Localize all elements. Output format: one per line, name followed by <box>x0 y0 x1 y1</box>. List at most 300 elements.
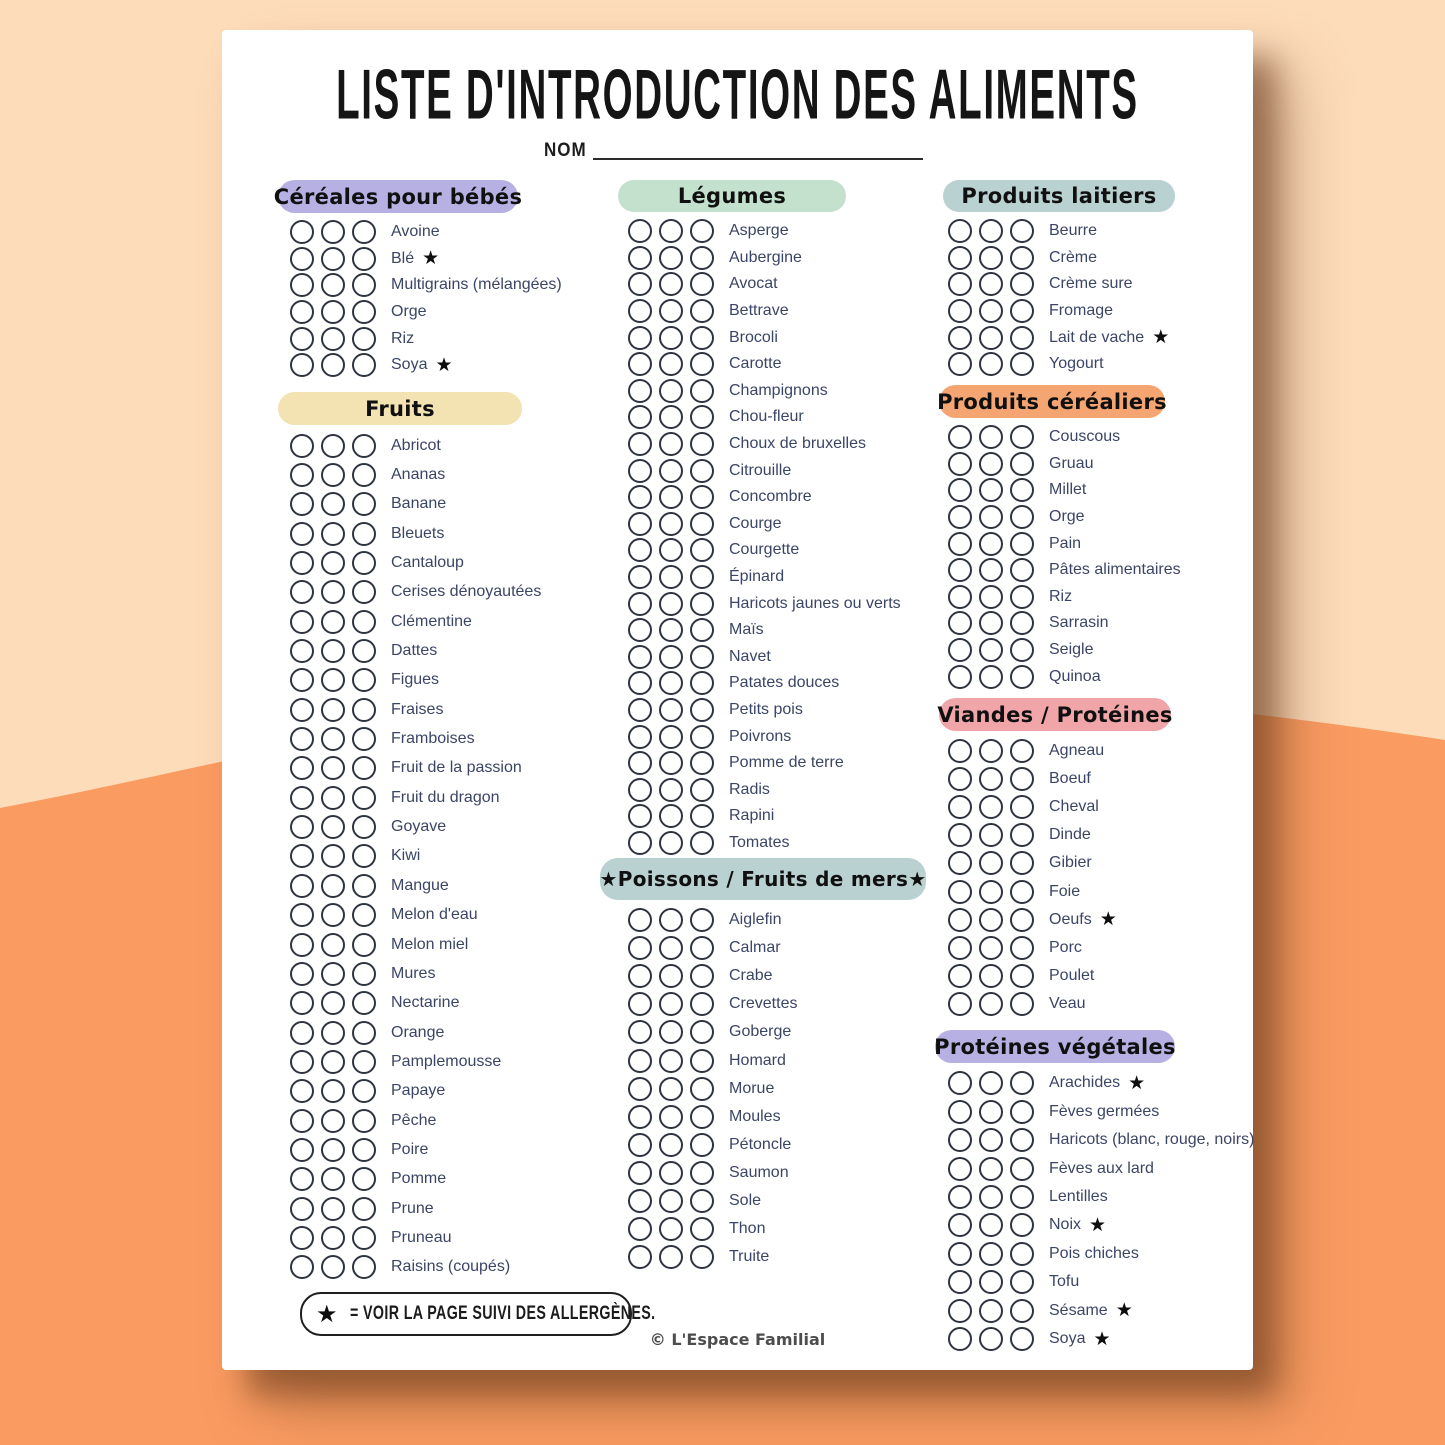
intro-checkbox-circle[interactable] <box>352 874 376 898</box>
intro-checkbox-circle[interactable] <box>352 327 376 351</box>
intro-checkbox-circle[interactable] <box>290 463 314 487</box>
intro-checkbox-circle[interactable] <box>628 432 652 456</box>
intro-checkbox-circle[interactable] <box>690 326 714 350</box>
intro-checkbox-circle[interactable] <box>290 1050 314 1074</box>
intro-checkbox-circle[interactable] <box>659 1189 683 1213</box>
intro-checkbox-circle[interactable] <box>979 352 1003 376</box>
intro-checkbox-circle[interactable] <box>290 580 314 604</box>
intro-checkbox-circle[interactable] <box>290 639 314 663</box>
intro-checkbox-circle[interactable] <box>690 512 714 536</box>
intro-checkbox-circle[interactable] <box>1010 1128 1034 1152</box>
intro-checkbox-circle[interactable] <box>690 1049 714 1073</box>
intro-checkbox-circle[interactable] <box>690 1217 714 1241</box>
intro-checkbox-circle[interactable] <box>352 1255 376 1279</box>
intro-checkbox-circle[interactable] <box>979 326 1003 350</box>
intro-checkbox-circle[interactable] <box>690 379 714 403</box>
intro-checkbox-circle[interactable] <box>659 565 683 589</box>
intro-checkbox-circle[interactable] <box>979 219 1003 243</box>
intro-checkbox-circle[interactable] <box>659 299 683 323</box>
intro-checkbox-circle[interactable] <box>979 585 1003 609</box>
intro-checkbox-circle[interactable] <box>690 908 714 932</box>
intro-checkbox-circle[interactable] <box>628 1049 652 1073</box>
intro-checkbox-circle[interactable] <box>290 434 314 458</box>
intro-checkbox-circle[interactable] <box>628 565 652 589</box>
intro-checkbox-circle[interactable] <box>321 327 345 351</box>
intro-checkbox-circle[interactable] <box>290 933 314 957</box>
intro-checkbox-circle[interactable] <box>290 815 314 839</box>
intro-checkbox-circle[interactable] <box>659 485 683 509</box>
intro-checkbox-circle[interactable] <box>1010 739 1034 763</box>
intro-checkbox-circle[interactable] <box>659 1077 683 1101</box>
intro-checkbox-circle[interactable] <box>948 1071 972 1095</box>
intro-checkbox-circle[interactable] <box>352 273 376 297</box>
intro-checkbox-circle[interactable] <box>321 933 345 957</box>
intro-checkbox-circle[interactable] <box>690 272 714 296</box>
intro-checkbox-circle[interactable] <box>690 1245 714 1269</box>
intro-checkbox-circle[interactable] <box>290 1021 314 1045</box>
intro-checkbox-circle[interactable] <box>1010 851 1034 875</box>
intro-checkbox-circle[interactable] <box>321 756 345 780</box>
intro-checkbox-circle[interactable] <box>352 903 376 927</box>
intro-checkbox-circle[interactable] <box>690 671 714 695</box>
intro-checkbox-circle[interactable] <box>690 1020 714 1044</box>
intro-checkbox-circle[interactable] <box>352 698 376 722</box>
intro-checkbox-circle[interactable] <box>979 532 1003 556</box>
intro-checkbox-circle[interactable] <box>352 300 376 324</box>
intro-checkbox-circle[interactable] <box>659 645 683 669</box>
intro-checkbox-circle[interactable] <box>979 992 1003 1016</box>
intro-checkbox-circle[interactable] <box>321 903 345 927</box>
intro-checkbox-circle[interactable] <box>1010 326 1034 350</box>
intro-checkbox-circle[interactable] <box>659 379 683 403</box>
intro-checkbox-circle[interactable] <box>290 1109 314 1133</box>
intro-checkbox-circle[interactable] <box>690 936 714 960</box>
intro-checkbox-circle[interactable] <box>690 804 714 828</box>
intro-checkbox-circle[interactable] <box>979 851 1003 875</box>
intro-checkbox-circle[interactable] <box>659 1133 683 1157</box>
intro-checkbox-circle[interactable] <box>690 698 714 722</box>
intro-checkbox-circle[interactable] <box>628 1020 652 1044</box>
intro-checkbox-circle[interactable] <box>979 478 1003 502</box>
intro-checkbox-circle[interactable] <box>1010 425 1034 449</box>
intro-checkbox-circle[interactable] <box>1010 1213 1034 1237</box>
intro-checkbox-circle[interactable] <box>628 1105 652 1129</box>
intro-checkbox-circle[interactable] <box>659 725 683 749</box>
intro-checkbox-circle[interactable] <box>628 908 652 932</box>
intro-checkbox-circle[interactable] <box>690 992 714 1016</box>
intro-checkbox-circle[interactable] <box>628 379 652 403</box>
intro-checkbox-circle[interactable] <box>659 936 683 960</box>
intro-checkbox-circle[interactable] <box>321 786 345 810</box>
intro-checkbox-circle[interactable] <box>321 247 345 271</box>
intro-checkbox-circle[interactable] <box>979 425 1003 449</box>
intro-checkbox-circle[interactable] <box>979 638 1003 662</box>
intro-checkbox-circle[interactable] <box>628 1077 652 1101</box>
intro-checkbox-circle[interactable] <box>979 767 1003 791</box>
intro-checkbox-circle[interactable] <box>1010 219 1034 243</box>
intro-checkbox-circle[interactable] <box>352 1079 376 1103</box>
intro-checkbox-circle[interactable] <box>948 992 972 1016</box>
intro-checkbox-circle[interactable] <box>659 246 683 270</box>
intro-checkbox-circle[interactable] <box>690 219 714 243</box>
intro-checkbox-circle[interactable] <box>659 352 683 376</box>
intro-checkbox-circle[interactable] <box>290 522 314 546</box>
intro-checkbox-circle[interactable] <box>690 352 714 376</box>
intro-checkbox-circle[interactable] <box>948 795 972 819</box>
name-input-line[interactable] <box>593 138 923 160</box>
intro-checkbox-circle[interactable] <box>352 522 376 546</box>
intro-checkbox-circle[interactable] <box>321 300 345 324</box>
intro-checkbox-circle[interactable] <box>1010 1071 1034 1095</box>
intro-checkbox-circle[interactable] <box>352 1050 376 1074</box>
intro-checkbox-circle[interactable] <box>690 432 714 456</box>
intro-checkbox-circle[interactable] <box>290 1079 314 1103</box>
intro-checkbox-circle[interactable] <box>321 991 345 1015</box>
intro-checkbox-circle[interactable] <box>352 844 376 868</box>
intro-checkbox-circle[interactable] <box>948 665 972 689</box>
intro-checkbox-circle[interactable] <box>352 1197 376 1221</box>
intro-checkbox-circle[interactable] <box>659 618 683 642</box>
intro-checkbox-circle[interactable] <box>352 551 376 575</box>
intro-checkbox-circle[interactable] <box>321 273 345 297</box>
intro-checkbox-circle[interactable] <box>948 638 972 662</box>
intro-checkbox-circle[interactable] <box>979 611 1003 635</box>
intro-checkbox-circle[interactable] <box>352 815 376 839</box>
intro-checkbox-circle[interactable] <box>290 247 314 271</box>
intro-checkbox-circle[interactable] <box>352 247 376 271</box>
intro-checkbox-circle[interactable] <box>690 592 714 616</box>
intro-checkbox-circle[interactable] <box>290 273 314 297</box>
intro-checkbox-circle[interactable] <box>290 698 314 722</box>
intro-checkbox-circle[interactable] <box>948 452 972 476</box>
intro-checkbox-circle[interactable] <box>352 933 376 957</box>
intro-checkbox-circle[interactable] <box>690 1133 714 1157</box>
intro-checkbox-circle[interactable] <box>979 1213 1003 1237</box>
intro-checkbox-circle[interactable] <box>628 485 652 509</box>
intro-checkbox-circle[interactable] <box>948 1299 972 1323</box>
intro-checkbox-circle[interactable] <box>1010 638 1034 662</box>
intro-checkbox-circle[interactable] <box>659 908 683 932</box>
intro-checkbox-circle[interactable] <box>979 558 1003 582</box>
intro-checkbox-circle[interactable] <box>628 405 652 429</box>
intro-checkbox-circle[interactable] <box>321 1050 345 1074</box>
intro-checkbox-circle[interactable] <box>321 353 345 377</box>
intro-checkbox-circle[interactable] <box>628 751 652 775</box>
intro-checkbox-circle[interactable] <box>321 220 345 244</box>
intro-checkbox-circle[interactable] <box>659 778 683 802</box>
intro-checkbox-circle[interactable] <box>979 908 1003 932</box>
intro-checkbox-circle[interactable] <box>979 452 1003 476</box>
intro-checkbox-circle[interactable] <box>659 751 683 775</box>
intro-checkbox-circle[interactable] <box>321 698 345 722</box>
intro-checkbox-circle[interactable] <box>948 532 972 556</box>
intro-checkbox-circle[interactable] <box>948 558 972 582</box>
intro-checkbox-circle[interactable] <box>628 698 652 722</box>
intro-checkbox-circle[interactable] <box>290 668 314 692</box>
intro-checkbox-circle[interactable] <box>948 299 972 323</box>
intro-checkbox-circle[interactable] <box>628 725 652 749</box>
intro-checkbox-circle[interactable] <box>690 459 714 483</box>
intro-checkbox-circle[interactable] <box>628 272 652 296</box>
intro-checkbox-circle[interactable] <box>979 1100 1003 1124</box>
intro-checkbox-circle[interactable] <box>979 1299 1003 1323</box>
intro-checkbox-circle[interactable] <box>979 665 1003 689</box>
intro-checkbox-circle[interactable] <box>659 592 683 616</box>
intro-checkbox-circle[interactable] <box>628 512 652 536</box>
intro-checkbox-circle[interactable] <box>659 538 683 562</box>
intro-checkbox-circle[interactable] <box>321 668 345 692</box>
intro-checkbox-circle[interactable] <box>352 353 376 377</box>
intro-checkbox-circle[interactable] <box>1010 936 1034 960</box>
intro-checkbox-circle[interactable] <box>290 327 314 351</box>
intro-checkbox-circle[interactable] <box>659 804 683 828</box>
intro-checkbox-circle[interactable] <box>628 219 652 243</box>
intro-checkbox-circle[interactable] <box>1010 478 1034 502</box>
intro-checkbox-circle[interactable] <box>979 880 1003 904</box>
intro-checkbox-circle[interactable] <box>979 1185 1003 1209</box>
intro-checkbox-circle[interactable] <box>979 1071 1003 1095</box>
intro-checkbox-circle[interactable] <box>659 272 683 296</box>
intro-checkbox-circle[interactable] <box>352 786 376 810</box>
intro-checkbox-circle[interactable] <box>979 505 1003 529</box>
intro-checkbox-circle[interactable] <box>1010 795 1034 819</box>
intro-checkbox-circle[interactable] <box>352 1021 376 1045</box>
intro-checkbox-circle[interactable] <box>948 219 972 243</box>
intro-checkbox-circle[interactable] <box>290 844 314 868</box>
intro-checkbox-circle[interactable] <box>979 272 1003 296</box>
intro-checkbox-circle[interactable] <box>659 512 683 536</box>
intro-checkbox-circle[interactable] <box>321 463 345 487</box>
intro-checkbox-circle[interactable] <box>321 492 345 516</box>
intro-checkbox-circle[interactable] <box>1010 532 1034 556</box>
intro-checkbox-circle[interactable] <box>1010 1157 1034 1181</box>
intro-checkbox-circle[interactable] <box>690 618 714 642</box>
intro-checkbox-circle[interactable] <box>690 1077 714 1101</box>
intro-checkbox-circle[interactable] <box>628 538 652 562</box>
intro-checkbox-circle[interactable] <box>948 1128 972 1152</box>
intro-checkbox-circle[interactable] <box>659 1245 683 1269</box>
intro-checkbox-circle[interactable] <box>948 936 972 960</box>
intro-checkbox-circle[interactable] <box>321 1167 345 1191</box>
intro-checkbox-circle[interactable] <box>1010 558 1034 582</box>
intro-checkbox-circle[interactable] <box>628 352 652 376</box>
intro-checkbox-circle[interactable] <box>690 1161 714 1185</box>
intro-checkbox-circle[interactable] <box>290 610 314 634</box>
intro-checkbox-circle[interactable] <box>352 610 376 634</box>
intro-checkbox-circle[interactable] <box>659 459 683 483</box>
intro-checkbox-circle[interactable] <box>628 592 652 616</box>
intro-checkbox-circle[interactable] <box>948 478 972 502</box>
intro-checkbox-circle[interactable] <box>321 522 345 546</box>
intro-checkbox-circle[interactable] <box>1010 767 1034 791</box>
intro-checkbox-circle[interactable] <box>290 874 314 898</box>
intro-checkbox-circle[interactable] <box>690 299 714 323</box>
intro-checkbox-circle[interactable] <box>290 1197 314 1221</box>
intro-checkbox-circle[interactable] <box>948 964 972 988</box>
intro-checkbox-circle[interactable] <box>948 880 972 904</box>
intro-checkbox-circle[interactable] <box>321 1109 345 1133</box>
intro-checkbox-circle[interactable] <box>979 823 1003 847</box>
intro-checkbox-circle[interactable] <box>321 844 345 868</box>
intro-checkbox-circle[interactable] <box>352 962 376 986</box>
intro-checkbox-circle[interactable] <box>979 1270 1003 1294</box>
intro-checkbox-circle[interactable] <box>690 405 714 429</box>
intro-checkbox-circle[interactable] <box>352 668 376 692</box>
intro-checkbox-circle[interactable] <box>659 964 683 988</box>
intro-checkbox-circle[interactable] <box>1010 1100 1034 1124</box>
intro-checkbox-circle[interactable] <box>690 751 714 775</box>
intro-checkbox-circle[interactable] <box>628 992 652 1016</box>
intro-checkbox-circle[interactable] <box>352 434 376 458</box>
intro-checkbox-circle[interactable] <box>948 851 972 875</box>
intro-checkbox-circle[interactable] <box>321 815 345 839</box>
intro-checkbox-circle[interactable] <box>690 778 714 802</box>
intro-checkbox-circle[interactable] <box>690 831 714 855</box>
intro-checkbox-circle[interactable] <box>690 538 714 562</box>
intro-checkbox-circle[interactable] <box>948 352 972 376</box>
intro-checkbox-circle[interactable] <box>290 492 314 516</box>
intro-checkbox-circle[interactable] <box>321 639 345 663</box>
intro-checkbox-circle[interactable] <box>690 645 714 669</box>
intro-checkbox-circle[interactable] <box>659 405 683 429</box>
intro-checkbox-circle[interactable] <box>1010 611 1034 635</box>
intro-checkbox-circle[interactable] <box>290 1138 314 1162</box>
intro-checkbox-circle[interactable] <box>628 246 652 270</box>
intro-checkbox-circle[interactable] <box>290 903 314 927</box>
intro-checkbox-circle[interactable] <box>628 778 652 802</box>
intro-checkbox-circle[interactable] <box>321 1255 345 1279</box>
intro-checkbox-circle[interactable] <box>321 1226 345 1250</box>
intro-checkbox-circle[interactable] <box>628 618 652 642</box>
intro-checkbox-circle[interactable] <box>290 991 314 1015</box>
intro-checkbox-circle[interactable] <box>321 1079 345 1103</box>
intro-checkbox-circle[interactable] <box>690 964 714 988</box>
intro-checkbox-circle[interactable] <box>352 727 376 751</box>
intro-checkbox-circle[interactable] <box>979 246 1003 270</box>
intro-checkbox-circle[interactable] <box>1010 964 1034 988</box>
intro-checkbox-circle[interactable] <box>321 1197 345 1221</box>
intro-checkbox-circle[interactable] <box>352 639 376 663</box>
intro-checkbox-circle[interactable] <box>321 874 345 898</box>
intro-checkbox-circle[interactable] <box>321 727 345 751</box>
intro-checkbox-circle[interactable] <box>628 804 652 828</box>
intro-checkbox-circle[interactable] <box>628 1161 652 1185</box>
intro-checkbox-circle[interactable] <box>1010 585 1034 609</box>
intro-checkbox-circle[interactable] <box>948 823 972 847</box>
intro-checkbox-circle[interactable] <box>690 485 714 509</box>
intro-checkbox-circle[interactable] <box>628 964 652 988</box>
intro-checkbox-circle[interactable] <box>659 992 683 1016</box>
intro-checkbox-circle[interactable] <box>690 725 714 749</box>
intro-checkbox-circle[interactable] <box>948 1100 972 1124</box>
intro-checkbox-circle[interactable] <box>948 1270 972 1294</box>
intro-checkbox-circle[interactable] <box>979 1157 1003 1181</box>
intro-checkbox-circle[interactable] <box>628 326 652 350</box>
intro-checkbox-circle[interactable] <box>1010 352 1034 376</box>
intro-checkbox-circle[interactable] <box>290 1226 314 1250</box>
intro-checkbox-circle[interactable] <box>659 1049 683 1073</box>
intro-checkbox-circle[interactable] <box>290 962 314 986</box>
intro-checkbox-circle[interactable] <box>628 1189 652 1213</box>
intro-checkbox-circle[interactable] <box>290 786 314 810</box>
intro-checkbox-circle[interactable] <box>948 326 972 350</box>
intro-checkbox-circle[interactable] <box>659 698 683 722</box>
intro-checkbox-circle[interactable] <box>948 739 972 763</box>
intro-checkbox-circle[interactable] <box>948 246 972 270</box>
intro-checkbox-circle[interactable] <box>659 219 683 243</box>
intro-checkbox-circle[interactable] <box>948 1242 972 1266</box>
intro-checkbox-circle[interactable] <box>979 936 1003 960</box>
intro-checkbox-circle[interactable] <box>321 610 345 634</box>
intro-checkbox-circle[interactable] <box>628 936 652 960</box>
intro-checkbox-circle[interactable] <box>659 326 683 350</box>
intro-checkbox-circle[interactable] <box>321 580 345 604</box>
intro-checkbox-circle[interactable] <box>1010 246 1034 270</box>
intro-checkbox-circle[interactable] <box>690 565 714 589</box>
intro-checkbox-circle[interactable] <box>659 1217 683 1241</box>
intro-checkbox-circle[interactable] <box>1010 1185 1034 1209</box>
intro-checkbox-circle[interactable] <box>352 1226 376 1250</box>
intro-checkbox-circle[interactable] <box>290 300 314 324</box>
intro-checkbox-circle[interactable] <box>352 756 376 780</box>
intro-checkbox-circle[interactable] <box>690 1189 714 1213</box>
intro-checkbox-circle[interactable] <box>659 1020 683 1044</box>
intro-checkbox-circle[interactable] <box>628 671 652 695</box>
intro-checkbox-circle[interactable] <box>948 505 972 529</box>
intro-checkbox-circle[interactable] <box>1010 1242 1034 1266</box>
intro-checkbox-circle[interactable] <box>628 831 652 855</box>
intro-checkbox-circle[interactable] <box>979 795 1003 819</box>
intro-checkbox-circle[interactable] <box>290 727 314 751</box>
intro-checkbox-circle[interactable] <box>290 1255 314 1279</box>
intro-checkbox-circle[interactable] <box>1010 452 1034 476</box>
intro-checkbox-circle[interactable] <box>628 299 652 323</box>
intro-checkbox-circle[interactable] <box>979 1242 1003 1266</box>
intro-checkbox-circle[interactable] <box>290 1167 314 1191</box>
intro-checkbox-circle[interactable] <box>352 1138 376 1162</box>
intro-checkbox-circle[interactable] <box>948 1185 972 1209</box>
intro-checkbox-circle[interactable] <box>352 492 376 516</box>
intro-checkbox-circle[interactable] <box>690 1105 714 1129</box>
intro-checkbox-circle[interactable] <box>290 756 314 780</box>
intro-checkbox-circle[interactable] <box>948 585 972 609</box>
intro-checkbox-circle[interactable] <box>1010 299 1034 323</box>
intro-checkbox-circle[interactable] <box>979 739 1003 763</box>
intro-checkbox-circle[interactable] <box>352 580 376 604</box>
intro-checkbox-circle[interactable] <box>321 551 345 575</box>
intro-checkbox-circle[interactable] <box>352 991 376 1015</box>
intro-checkbox-circle[interactable] <box>352 1167 376 1191</box>
intro-checkbox-circle[interactable] <box>948 425 972 449</box>
intro-checkbox-circle[interactable] <box>628 645 652 669</box>
intro-checkbox-circle[interactable] <box>1010 665 1034 689</box>
intro-checkbox-circle[interactable] <box>290 551 314 575</box>
intro-checkbox-circle[interactable] <box>352 220 376 244</box>
intro-checkbox-circle[interactable] <box>659 831 683 855</box>
intro-checkbox-circle[interactable] <box>628 1245 652 1269</box>
intro-checkbox-circle[interactable] <box>1010 1299 1034 1323</box>
intro-checkbox-circle[interactable] <box>1010 823 1034 847</box>
intro-checkbox-circle[interactable] <box>321 962 345 986</box>
intro-checkbox-circle[interactable] <box>979 1128 1003 1152</box>
intro-checkbox-circle[interactable] <box>948 1213 972 1237</box>
intro-checkbox-circle[interactable] <box>979 299 1003 323</box>
intro-checkbox-circle[interactable] <box>321 1021 345 1045</box>
intro-checkbox-circle[interactable] <box>659 1161 683 1185</box>
intro-checkbox-circle[interactable] <box>659 671 683 695</box>
intro-checkbox-circle[interactable] <box>1010 505 1034 529</box>
intro-checkbox-circle[interactable] <box>1010 880 1034 904</box>
